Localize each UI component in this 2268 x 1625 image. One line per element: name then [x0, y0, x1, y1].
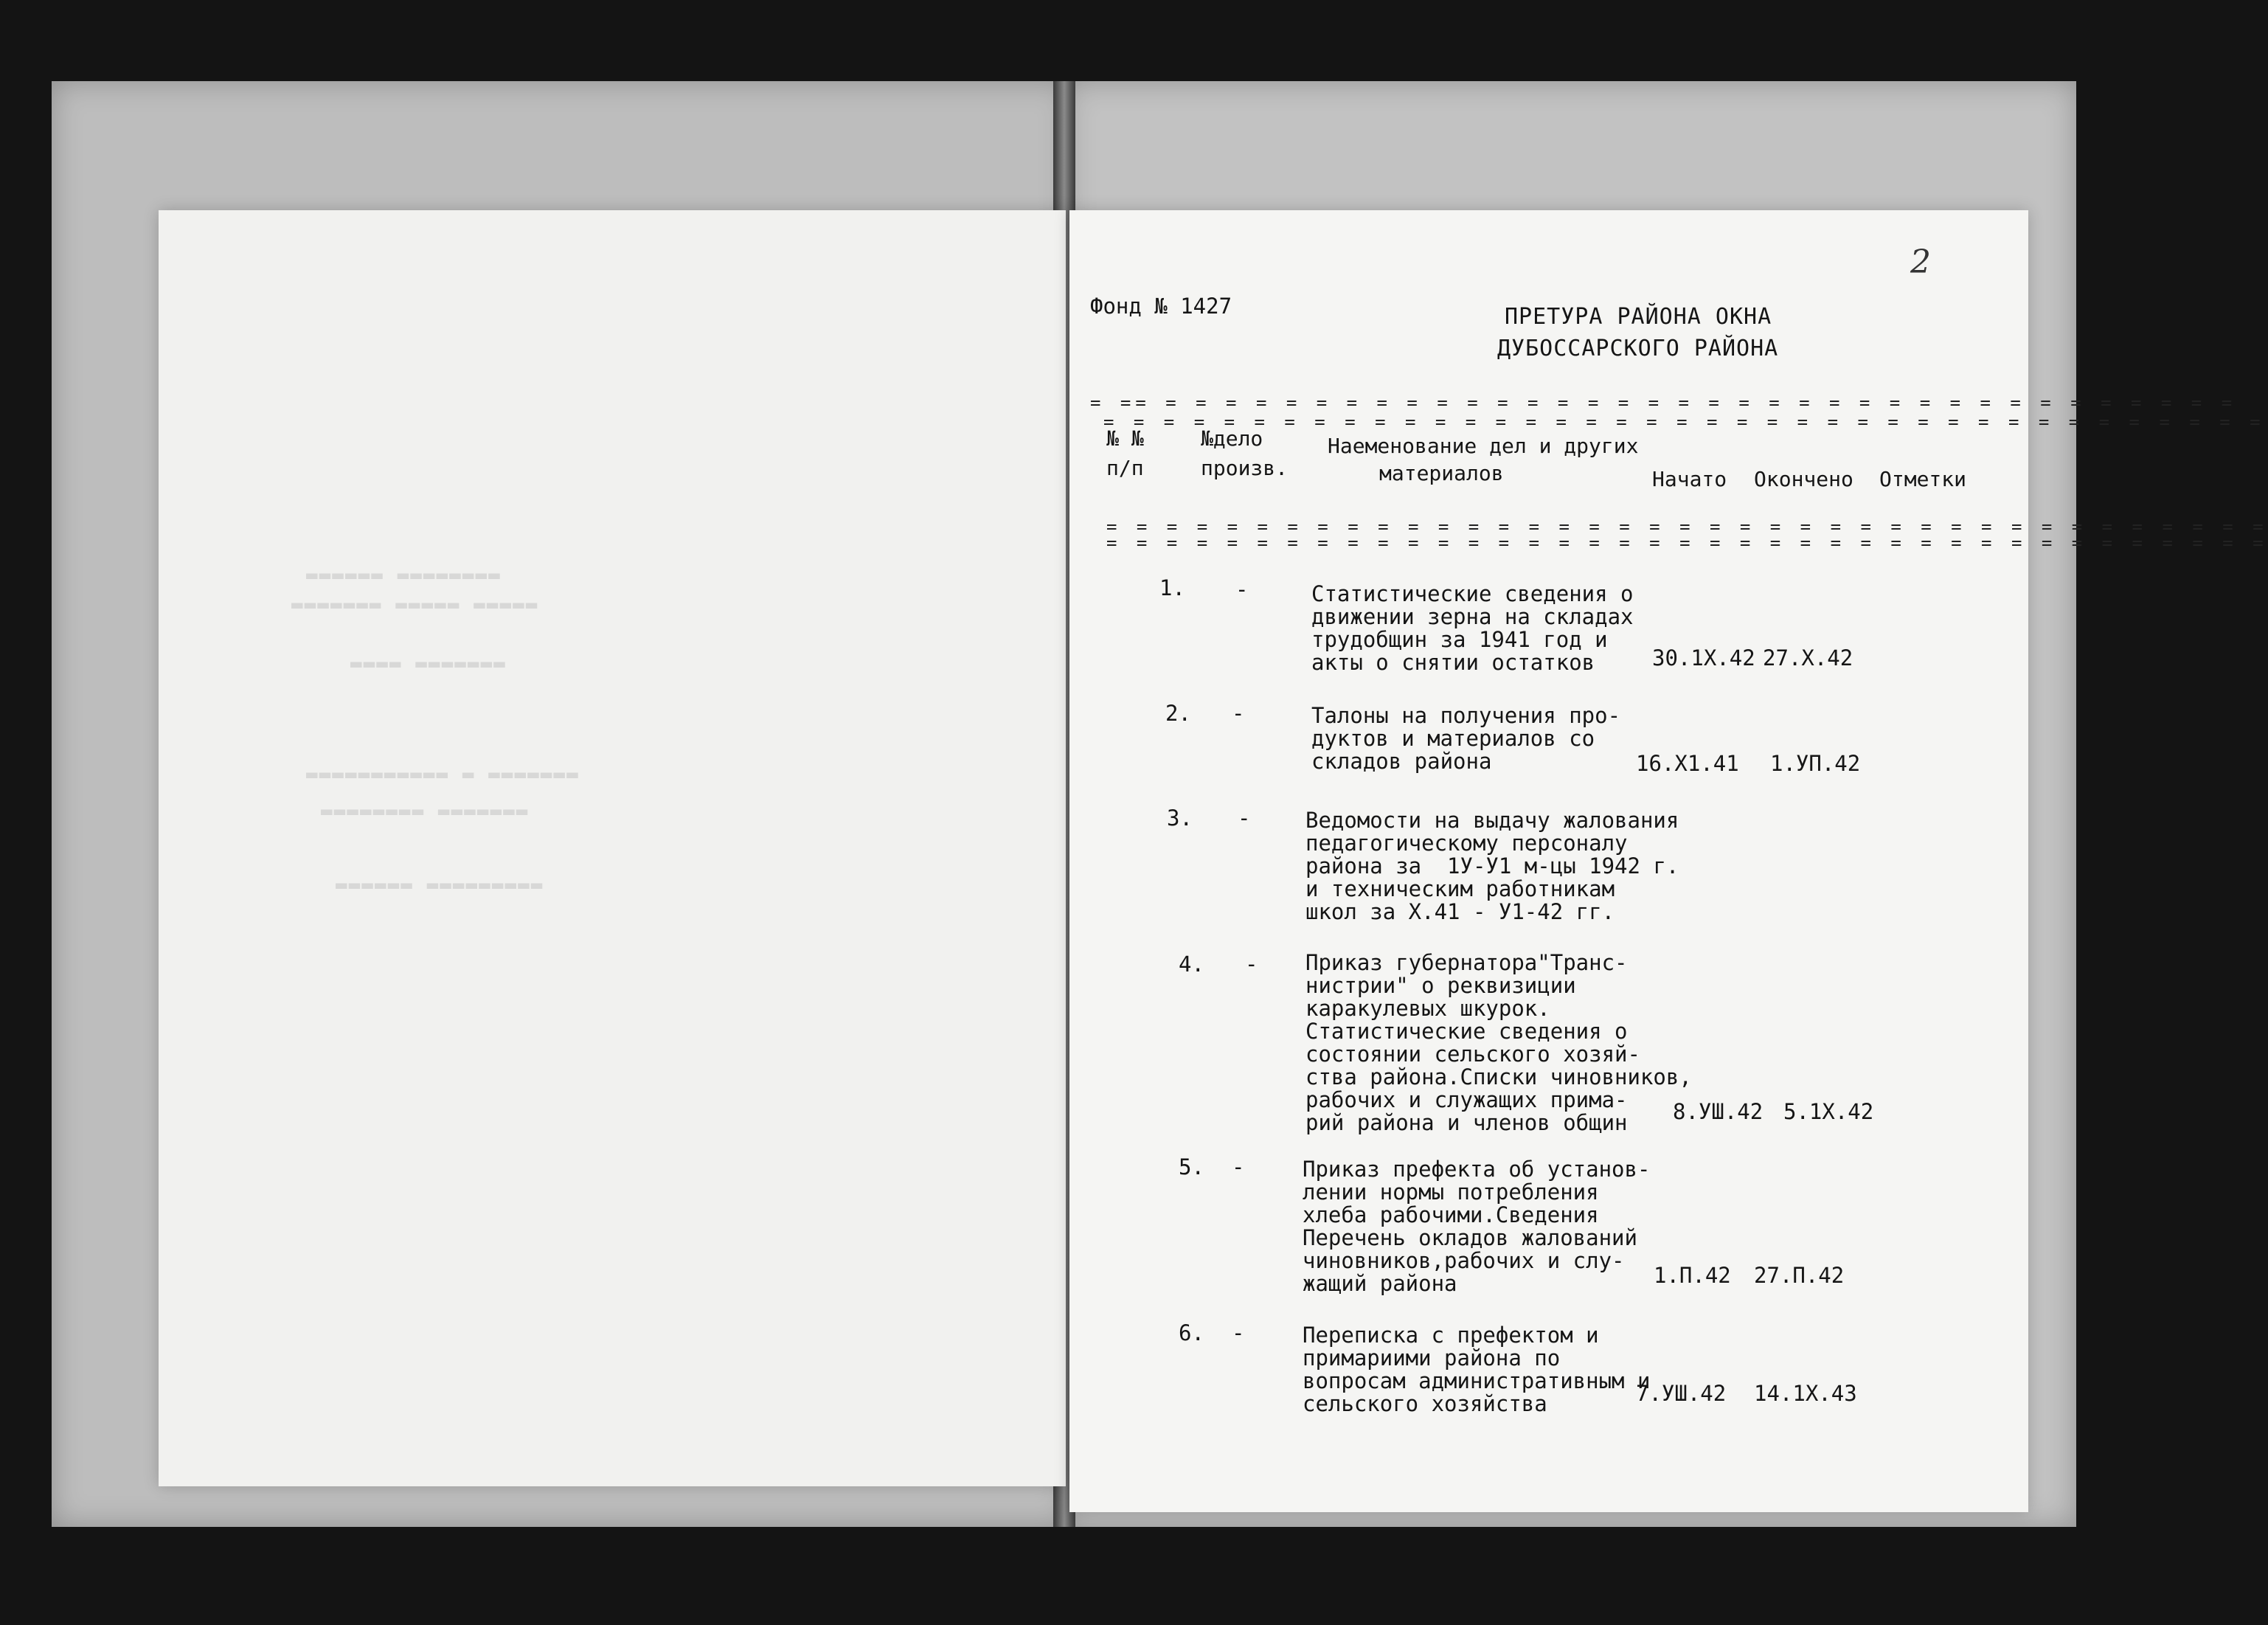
- separator-rule: = == = = = = = = = = = = = = = = = = = = = = = = = = = = = = = = = = = = = =: [1090, 392, 2237, 413]
- row-number: 6.: [1179, 1320, 1204, 1345]
- fond-number: Фонд № 1427: [1090, 294, 1232, 319]
- row-case-dash: -: [1232, 1320, 1245, 1345]
- row-end-date: 14.1Х.43: [1754, 1381, 1857, 1406]
- bleed-through-text: ▬▬▬▬▬▬ ▬▬▬▬▬▬▬▬▬: [336, 874, 544, 896]
- row-start-date: 16.Х1.41: [1636, 751, 1739, 776]
- column-header-number: № №: [1106, 426, 1144, 451]
- row-number: 1.: [1159, 575, 1185, 600]
- row-end-date: 27.Х.42: [1763, 645, 1853, 671]
- bleed-through-text: ▬▬▬▬ ▬▬▬▬▬▬▬: [350, 653, 507, 675]
- column-header-notes: Отметки: [1879, 467, 1967, 491]
- bleed-through-text: ▬▬▬▬▬▬▬ ▬▬▬▬▬ ▬▬▬▬▬: [291, 594, 539, 616]
- left-page-blank: [159, 210, 1066, 1486]
- column-header-name: Наеменование дел и других: [1328, 434, 1639, 458]
- row-end-date: 5.1Х.42: [1783, 1099, 1874, 1124]
- row-start-date: 1.П.42: [1654, 1263, 1731, 1288]
- row-description: Приказ губернатора"Транс- нистрии" о реквизиции каракулевых шкурок. Статистические сведения о состоянии сельского хозяй- ства района.Списки чиновников, рабочих и служащих прима- рий района и членов общин: [1305, 950, 1692, 1135]
- row-description: Статистические сведения о движении зерна на складах трудобщин за 1941 год и акты о снятии остатков: [1311, 581, 1634, 675]
- bleed-through-text: ▬▬▬▬▬▬ ▬▬▬▬▬▬▬▬: [306, 564, 502, 586]
- column-header-name: материалов: [1379, 461, 1504, 485]
- bleed-through-text: ▬▬▬▬▬▬▬▬ ▬▬▬▬▬▬▬: [321, 800, 530, 822]
- column-header-number: п/п: [1106, 456, 1144, 480]
- column-header-start: Начато: [1652, 467, 1727, 491]
- document-title-line-1: ПРЕТУРА РАЙОНА ОКНА: [1505, 304, 1772, 330]
- row-case-dash: -: [1232, 701, 1245, 726]
- separator-rule: = = = = = = = = = = = = = = = = = = = = = = = = = = = = = = = = = = = = = = =: [1106, 533, 2268, 553]
- row-start-date: 8.УШ.42: [1673, 1099, 1764, 1124]
- column-header-case: произв.: [1201, 456, 1289, 480]
- row-case-dash: -: [1235, 577, 1249, 602]
- row-start-date: 30.1Х.42: [1652, 645, 1755, 671]
- separator-rule: = = = = = = = = = = = = = = = = = = = = = = = = = = = = = = = = = = = = = = =: [1103, 412, 2265, 432]
- document-title-line-2: ДУБОССАРСКОГО РАЙОНА: [1497, 336, 1779, 361]
- row-number: 2.: [1165, 701, 1191, 726]
- row-description: Ведомости на выдачу жалования педагогическому персоналу района за 1У-У1 м-цы 1942 г. и техническим работникам школ за Х.41 - У1-42 гг.: [1305, 808, 1679, 924]
- row-number: 3.: [1167, 805, 1193, 831]
- row-case-dash: -: [1238, 805, 1251, 831]
- bleed-through-text: ▬▬▬▬▬▬▬▬▬▬▬ ▬ ▬▬▬▬▬▬▬: [306, 763, 580, 786]
- row-description: Переписка с префектом и примариими района по вопросам административным и сельского хозяйства: [1303, 1323, 1651, 1416]
- row-description: Талоны на получения про- дуктов и материалов со складов района: [1311, 703, 1621, 774]
- row-case-dash: -: [1245, 952, 1258, 977]
- column-header-case: №дело: [1201, 426, 1263, 451]
- row-number: 4.: [1179, 952, 1204, 977]
- row-number: 5.: [1179, 1154, 1204, 1179]
- separator-rule: = = = = = = = = = = = = = = = = = = = = = = = = = = = = = = = = = = = = = = =: [1106, 516, 2268, 537]
- column-header-end: Окончено: [1754, 467, 1853, 491]
- row-end-date: 27.П.42: [1754, 1263, 1845, 1288]
- row-start-date: 7.УШ.42: [1636, 1381, 1727, 1406]
- row-end-date: 1.УП.42: [1770, 751, 1861, 776]
- row-case-dash: -: [1232, 1154, 1245, 1179]
- row-description: Приказ префекта об установ- лении нормы потребления хлеба рабочими.Сведения Перечень окладов жалований чиновников,рабочих и слу- жащий района: [1303, 1157, 1651, 1296]
- handwritten-page-number: 2: [1910, 243, 1931, 281]
